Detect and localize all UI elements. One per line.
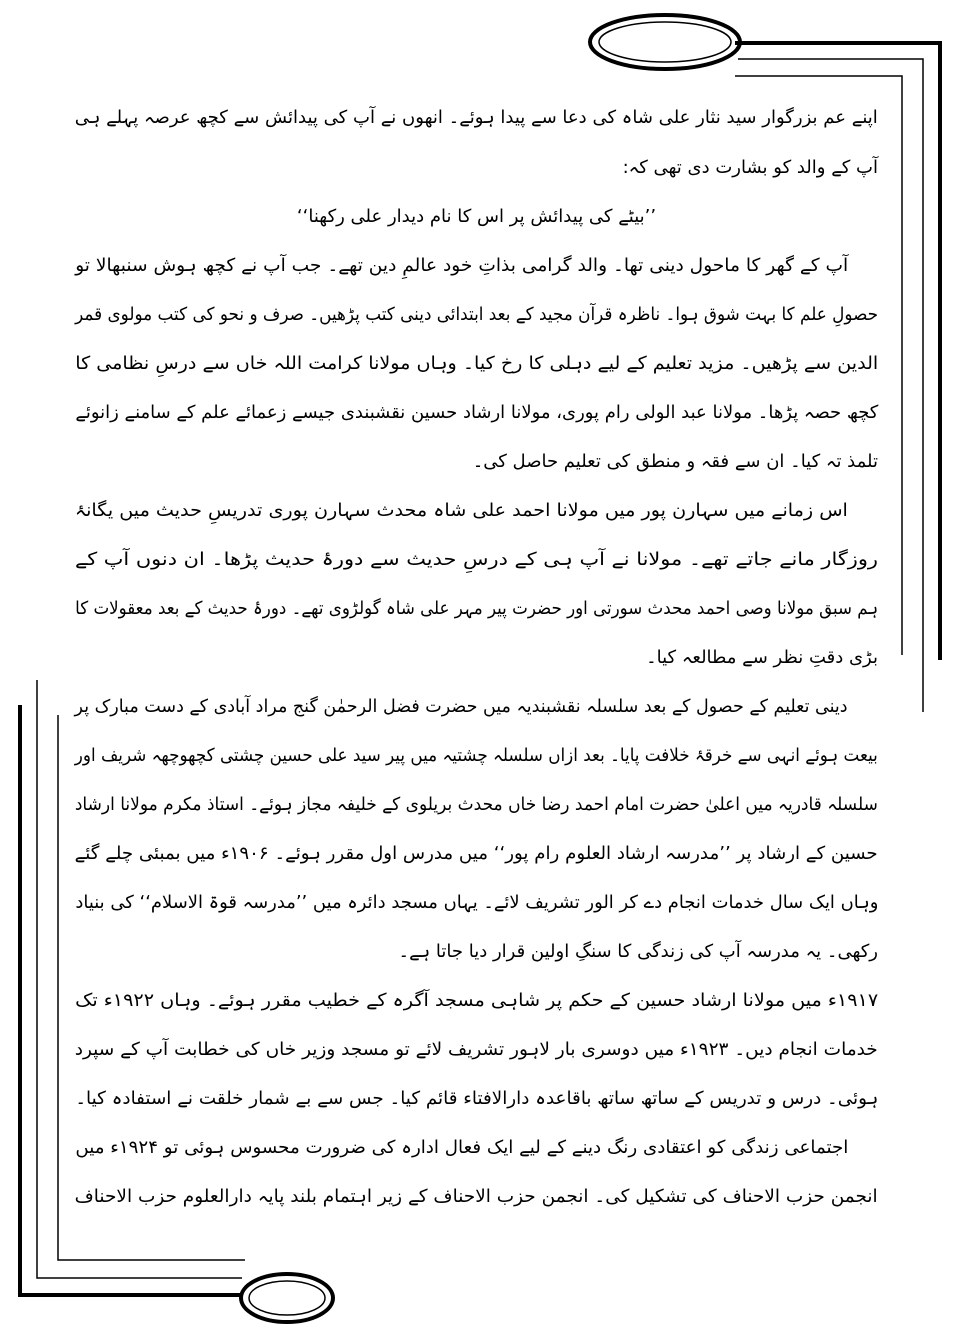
text-line: اس زمانے میں سہارن پور میں مولانا احمد علی شاہ محدث سہارن پوری تدریسِ حدیث میں یگانۂ (75, 500, 848, 521)
text-line: بڑی دقتِ نظر سے مطالعہ کیا۔ (646, 647, 878, 668)
text-line: اپنے عم بزرگوار سید نثار علی شاہ کی دعا سے پیدا ہوئے۔ انھوں نے آپ کی پیدائش سے کچھ عرصہ پہلے ہی (75, 107, 878, 128)
text-line: ہوئی۔ درس و تدریس کے ساتھ ساتھ باقاعدہ دارالافتاء قائم کیا۔ جس سے بے شمار خلقت نے استفادہ کیا۔ (75, 1088, 878, 1109)
text-line: ۱۹۱۷ء میں مولانا ارشاد حسین کے حکم پر شاہی مسجد آگرہ کے خطیب مقرر ہوئے۔ وہاں ۱۹۲۲ء تک (74, 990, 878, 1011)
text-line: انجمن حزب الاحناف کی تشکیل کی۔ انجمن حزب الاحناف کے زیر اہتمام بلند پایہ دارالعلوم حزب الاحناف (75, 1186, 878, 1207)
text-line: ہم سبق مولانا وصی احمد محدث سورتی اور حضرت پیر مہر علی شاہ گولڑوی تھے۔ دورۂ حدیث کے بعد معقولات کا (75, 598, 878, 619)
quotation: ’’بیٹے کی پیدائش پر اس کا نام دیدار علی رکھنا‘‘ (296, 206, 657, 227)
text-line: الدین سے پڑھیں۔ مزید تعلیم کے لیے دہلی کا رخ کیا۔ وہاں مولانا کرامت اللہ خاں سے درسِ نظامی کا (75, 353, 878, 374)
text-line: روزگار مانے جاتے تھے۔ مولانا نے آپ ہی کے درسِ حدیث سے دورۂ حدیث پڑھا۔ ان دنوں آپ کے (75, 549, 878, 570)
text-line: آپ کے والد کو بشارت دی تھی کہ: (622, 157, 878, 178)
text-line: بیعت ہوئے انہی سے خرقۂ خلافت پایا۔ بعد ازاں سلسلہ چشتیہ میں پیر سید علی حسین چشتی کچھوچھہ شریف اور (75, 745, 878, 766)
top-oval-ornament (590, 15, 740, 69)
text-line: وہاں ایک سال خدمات انجام دے کر الور تشریف لائے۔ یہاں مسجد دائرہ میں ’’مدرسہ قوۃ الاسلام‘‘ کی بنیاد (75, 892, 878, 913)
text-line: سلسلہ قادریہ میں اعلیٰ حضرت امام احمد رضا خاں محدث بریلوی کے خلیفہ مجاز ہوئے۔ استاذ مکرم مولانا ارشاد (75, 794, 878, 815)
text-line: حصولِ علم کا بہت شوق ہوا۔ ناظرہ قرآن مجید کے بعد ابتدائی دینی کتب پڑھیں۔ صرف و نحو کی کتب مولوی قمر (75, 304, 878, 325)
text-line: رکھی۔ یہ مدرسہ آپ کی زندگی کا سنگِ اولین قرار دیا جاتا ہے۔ (398, 941, 878, 962)
text-line: دینی تعلیم کے حصول کے بعد سلسلہ نقشبندیہ میں حضرت فضل الرحمٰن گنج مراد آبادی کے دست مبارک پر (75, 696, 848, 717)
text-line: حسین کے ارشاد پر ’’مدرسہ ارشاد العلوم رام پور‘‘ میں مدرس اول مقرر ہوئے۔ ۱۹۰۶ء میں بمبئی چلے گئے (75, 843, 878, 864)
text-line: اجتماعی زندگی کو اعتقادی رنگ دینے کے لیے ایک فعال ادارہ کی ضرورت محسوس ہوئی تو ۱۹۲۴ء میں (75, 1137, 848, 1158)
text-line: آپ کے گھر کا ماحول دینی تھا۔ والد گرامی بذاتِ خود عالمِ دین تھے۔ جب آپ نے کچھ ہوش سنبھالا تو (75, 255, 848, 276)
text-line: خدمات انجام دیں۔ ۱۹۲۳ء میں دوسری بار لاہور تشریف لائے تو مسجد وزیر خاں کی خطابت آپ کے سپرد (75, 1039, 878, 1060)
text-line: کچھ حصہ پڑھا۔ مولانا عبد الولی رام پوری، مولانا ارشاد حسین نقشبندی جیسے زعمائے علم کے سامنے زانوئے (75, 402, 878, 423)
text-line: تلمذ تہ کیا۔ ان سے فقہ و منطق کی تعلیم حاصل کی۔ (472, 451, 878, 472)
